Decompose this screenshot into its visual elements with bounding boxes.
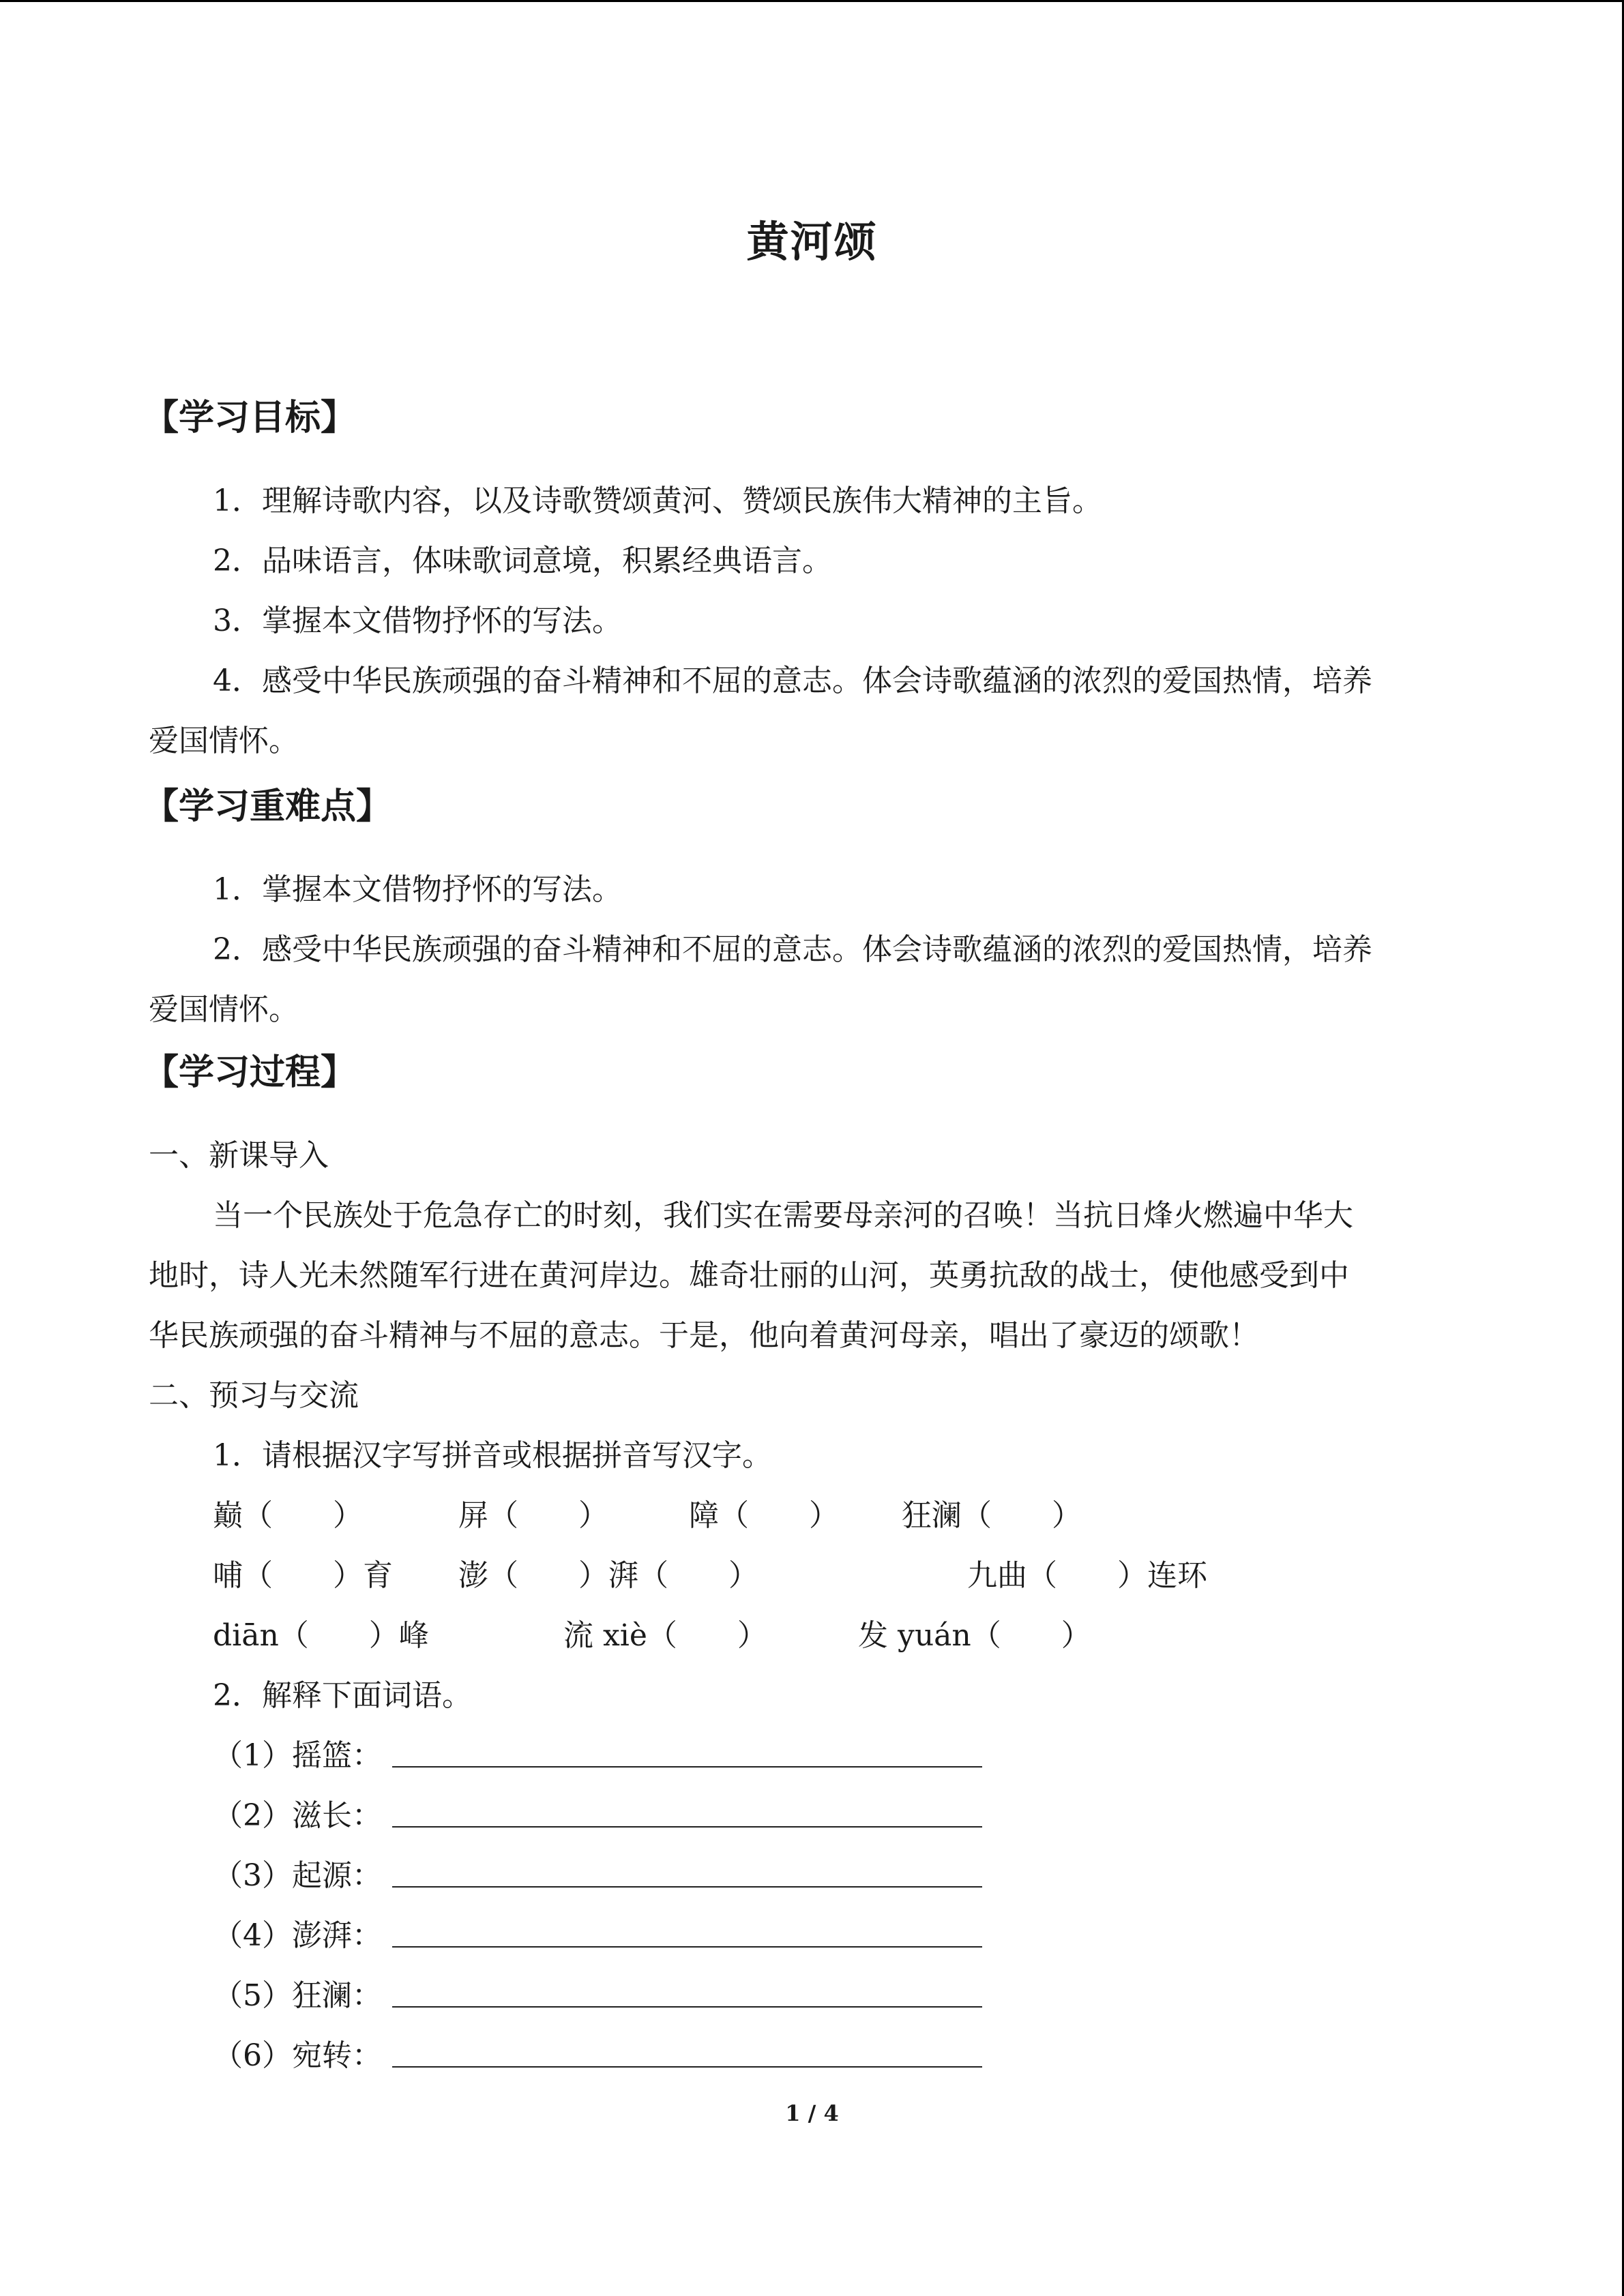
goal-item-3: 3．掌握本文借物抒怀的写法。	[213, 603, 622, 638]
pinyin-item: 澎（ ）湃（ ）	[458, 1558, 758, 1593]
pinyin-item: 发 yuán（ ）	[858, 1618, 1091, 1653]
answer-line[interactable]	[392, 1886, 982, 1888]
pinyin-item: 狂澜（ ）	[902, 1498, 1082, 1533]
pinyin-item: 九曲（ ）连环	[967, 1558, 1207, 1593]
key-points-heading: 【学习重难点】	[143, 786, 392, 827]
goal-item-2: 2．品味语言，体味歌词意境，积累经典语言。	[213, 543, 832, 578]
process-heading: 【学习过程】	[143, 1052, 357, 1093]
answer-line[interactable]	[392, 2006, 982, 2008]
vocab-label: （1）摇篮：	[213, 1738, 382, 1773]
key-point-1: 1．掌握本文借物抒怀的写法。	[213, 872, 622, 907]
preview-title: 二、预习与交流	[149, 1378, 359, 1413]
key-point-2: 2．感受中华民族顽强的奋斗精神和不屈的意志。体会诗歌蕴涵的浓烈的爱国热情，培养	[213, 932, 1372, 967]
page-number: 1 / 4	[785, 2100, 839, 2126]
question-1: 1．请根据汉字写拼音或根据拼音写汉字。	[213, 1438, 772, 1473]
goal-item-4-cont: 爱国情怀。	[149, 724, 299, 758]
vocab-label: （6）宛转：	[213, 2038, 382, 2073]
intro-title: 一、新课导入	[149, 1138, 329, 1173]
answer-line[interactable]	[392, 2066, 982, 2068]
page-border-top	[0, 0, 1624, 2]
pinyin-item: 巅（ ）	[213, 1498, 363, 1533]
vocab-label: （4）澎湃：	[213, 1918, 382, 1953]
pinyin-item: 哺（ ）育	[213, 1558, 393, 1593]
intro-line-3: 华民族顽强的奋斗精神与不屈的意志。于是，他向着黄河母亲，唱出了豪迈的颂歌！	[149, 1318, 1259, 1353]
vocab-label: （5）狂澜：	[213, 1978, 382, 2013]
pinyin-item: diān（ ）峰	[213, 1618, 429, 1653]
vocab-label: （3）起源：	[213, 1858, 382, 1893]
goal-item-4: 4．感受中华民族顽强的奋斗精神和不屈的意志。体会诗歌蕴涵的浓烈的爱国热情，培养	[213, 664, 1372, 698]
key-point-2-cont: 爱国情怀。	[149, 992, 299, 1027]
goal-item-1: 1．理解诗歌内容，以及诗歌赞颂黄河、赞颂民族伟大精神的主旨。	[213, 483, 1102, 518]
answer-line[interactable]	[392, 1946, 982, 1948]
page-title: 黄河颂	[746, 217, 878, 267]
intro-line-1: 当一个民族处于危急存亡的时刻，我们实在需要母亲河的召唤！当抗日烽火燃遍中华大	[213, 1198, 1353, 1233]
pinyin-item: 障（ ）	[689, 1498, 839, 1533]
pinyin-item: 屏（ ）	[458, 1498, 608, 1533]
intro-line-2: 地时，诗人光未然随军行进在黄河岸边。雄奇壮丽的山河，英勇抗敌的战士，使他感受到中	[149, 1258, 1349, 1293]
vocab-label: （2）滋长：	[213, 1798, 382, 1833]
answer-line[interactable]	[392, 1826, 982, 1828]
question-2: 2．解释下面词语。	[213, 1678, 472, 1713]
answer-line[interactable]	[392, 1766, 982, 1768]
pinyin-item: 流 xiè（ ）	[563, 1618, 767, 1653]
goals-heading: 【学习目标】	[143, 398, 357, 438]
